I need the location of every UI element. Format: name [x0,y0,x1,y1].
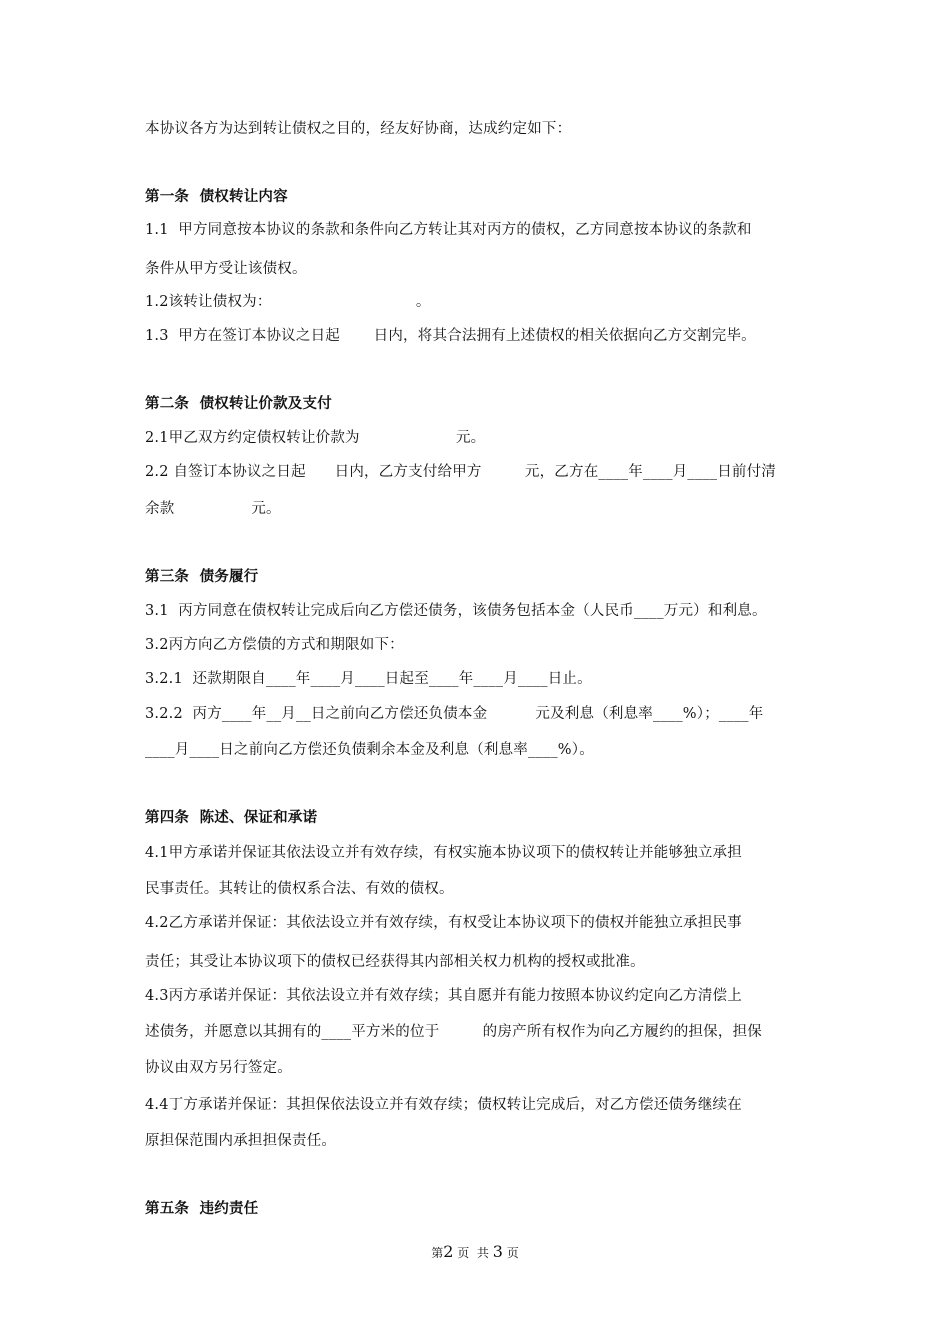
footer-suffix: 页 [506,1246,519,1260]
footer-prefix: 第 [431,1246,444,1260]
clause-1-2: 1.2该转让债权为： 。 [145,294,431,310]
section-5-heading: 第五条 违约责任 [145,1200,259,1217]
clause-4-4-line-1: 4.4丁方承诺并保证：其担保依法设立并有效存续；债权转让完成后，对乙方偿还债务继续在 [145,1097,742,1113]
section-4-heading: 第四条 陈述、保证和承诺 [145,809,318,826]
clause-3-2-2-line-1: 3.2.2 丙方____年__月__日之前向乙方偿还负债本金 元及利息（利息率____%）；____年 [145,706,764,722]
clause-2-2-line-1: 2.2 自签订本协议之日起 日内，乙方支付给甲方 元，乙方在____年____月____日前付清 [145,464,777,480]
clause-3-1: 3.1 丙方同意在债权转让完成后向乙方偿还债务，该债务包括本金（人民币____万元）和利息。 [145,603,767,619]
clause-4-1-line-1: 4.1甲方承诺并保证其依法设立并有效存续，有权实施本协议项下的债权转让并能够独立承担 [145,845,742,861]
section-2-heading: 第二条 债权转让价款及支付 [145,395,332,412]
clause-4-3-line-2: 述债务，并愿意以其拥有的____平方米的位于 的房产所有权作为向乙方履约的担保，担保 [145,1024,762,1040]
clause-4-2-line-2: 责任；其受让本协议项下的债权已经获得其内部相关权力机构的授权或批准。 [145,954,645,970]
current-page-number: 2 [443,1242,454,1261]
clause-3-2: 3.2丙方向乙方偿债的方式和期限如下： [145,637,404,653]
total-pages-number: 3 [492,1242,503,1261]
clause-3-2-1: 3.2.1 还款期限自____年____月____日起至____年____月____日止。 [145,671,592,687]
page-footer [0,1242,950,1261]
footer-middle: 页 共 [457,1246,489,1260]
clause-1-1-line-2: 条件从甲方受让该债权。 [145,261,307,277]
clause-4-3-line-3: 协议由双方另行签定。 [145,1060,292,1076]
intro-paragraph: 本协议各方为达到转让债权之目的，经友好协商，达成约定如下： [145,121,572,137]
clause-4-3-line-1: 4.3丙方承诺并保证：其依法设立并有效存续；其自愿并有能力按照本协议约定向乙方清偿上 [145,988,742,1004]
clause-3-2-2-line-2: ____月____日之前向乙方偿还负债剩余本金及利息（利息率____%）。 [145,742,594,758]
clause-4-2-line-1: 4.2乙方承诺并保证：其依法设立并有效存续，有权受让本协议项下的债权并能独立承担民事 [145,915,742,931]
clause-2-2-line-2: 余款 元。 [145,501,281,517]
clause-1-3: 1.3 甲方在签订本协议之日起 日内，将其合法拥有上述债权的相关依据向乙方交割完毕。 [145,328,756,344]
section-1-heading: 第一条 债权转让内容 [145,188,288,205]
clause-2-1: 2.1甲乙双方约定债权转让价款为 元。 [145,430,486,446]
section-3-heading: 第三条 债务履行 [145,568,259,585]
clause-4-4-line-2: 原担保范围内承担担保责任。 [145,1133,337,1149]
clause-1-1-line-1: 1.1 甲方同意按本协议的条款和条件向乙方转让其对丙方的债权，乙方同意按本协议的条款和 [145,222,752,238]
clause-4-1-line-2: 民事责任。其转让的债权系合法、有效的债权。 [145,881,454,897]
